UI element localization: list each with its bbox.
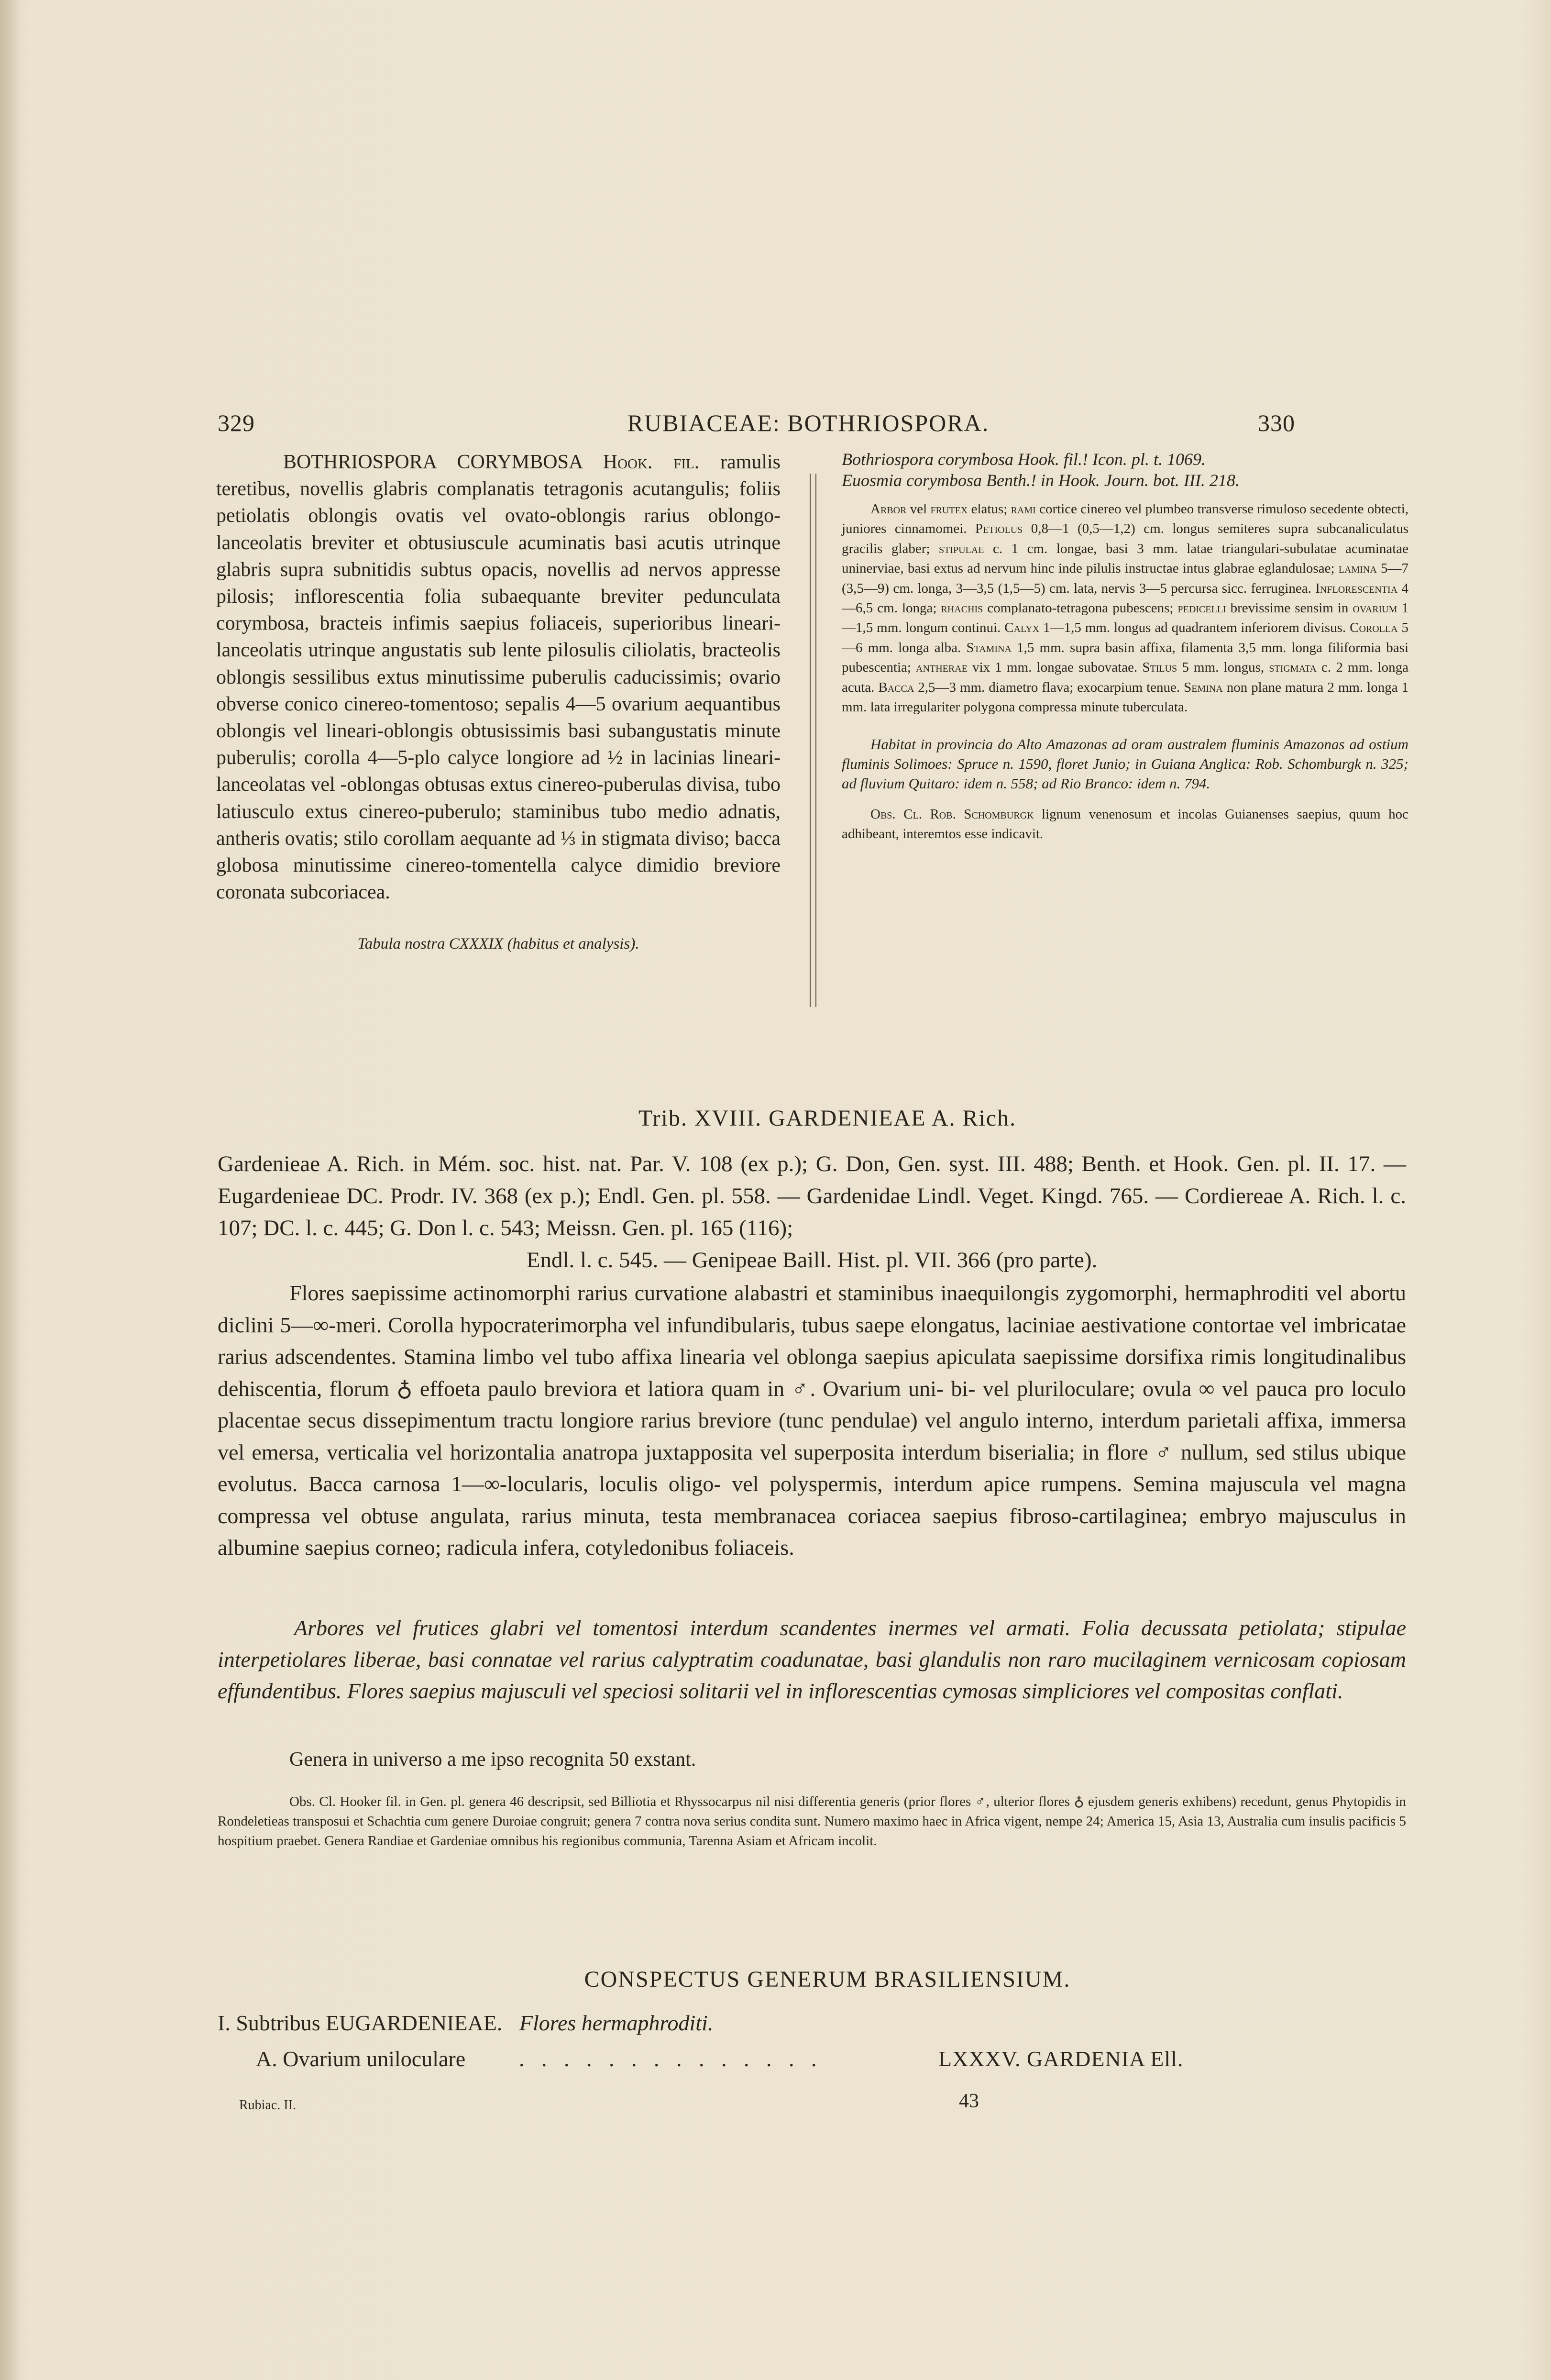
plate-reference: Tabula nostra CXXXIX (habitus et analysis). [357, 935, 639, 953]
synonym-1: Bothriospora corymbosa Hook. fil.! Icon. pl. t. 1069. [842, 450, 1206, 469]
synonymy-line-1: Gardenieae A. Rich. in Mém. soc. hist. nat. Par. V. 108 (ex p.); G. Don, Gen. syst. III. 488; Benth. et Hook. Gen. pl. II. 17. — Eugardenieae DC. Prodr. IV. 368 (ex p.); Endl. Gen. pl. 558. — Gardenidae Lindl. Veget. Kingd. 765. — Cordiereae A. Rich. l. c. 107; DC. l. c. 445; G. Don l. c. 543; Meissn. Gen. pl. 165 (116); [218, 1151, 1406, 1240]
arbores-paragraph [218, 1612, 1406, 1707]
desc-text: 1,5 mm. supra basin affixa, filamenta 3,5 mm. longa filiformia basi pubescentia; [842, 640, 1409, 675]
desc-text: c. 1 cm. longae, basi 3 mm. latae triangulari-subulatae acuminatae uninerviae, basi extus ad nervum hinc inde pilulis instructae intus glabrae eglandulosae; [842, 541, 1408, 576]
page-edge-shadow [0, 0, 19, 2380]
desc-text: 5 mm. longus, [1177, 660, 1269, 675]
desc-text: elatus; [968, 501, 1011, 517]
desc-term: Corolla [1350, 620, 1398, 636]
key-genus: LXXXV. GARDENIA Ell. [938, 2047, 1184, 2071]
desc-text: 5—6 mm. longa alba. [842, 620, 1409, 655]
desc-text: 4—6,5 cm. longa; [842, 580, 1409, 616]
tribe-synonymy [218, 1148, 1406, 1276]
desc-text: 5—7 (3,5—9) cm. longa, 3—3,5 (1,5—5) cm. lata, nervis 3—5 percursa sicc. ferruginea. [842, 561, 1409, 596]
column-divider [810, 474, 816, 1007]
signature-mark: Rubiac. II. [239, 2098, 296, 2113]
desc-term: lamina [1338, 561, 1377, 576]
right-column [842, 449, 1408, 844]
flores-text: Flores saepissime actinomorphi rarius curvatione alabastri et staminibus inaequilongis zygomorphi, hermaphroditi vel abortu diclini 5—∞-meri. Corolla hypocraterimorpha vel infundibularis, tubus saepe elongatus, laciniae aestivatione contortae vel imbricatae rarius adscendentes. Stamina limbo vel tubo affixa linearia vel oblonga saepius apiculata saepissime dorsifixa rimis longitudinalibus dehiscentia, florum ♁ effoeta paulo breviora et latiora quam in ♂. Ovarium uni- bi- vel pluriloculare; ovula ∞ vel pauca pro loculo placentae secus dissepimentum tractu longiore rarius breviore (tunc pendulae) vel angulo interno, interdum parietali affixa, immersa vel emersa, verticalia vel horizontalia anatropa juxtapposita vel superposita interdum biserialia; in flore ♂ nullum, sed stilus ubique evolutus. Bacca carnosa 1—∞-locularis, loculis oligo- vel polyspermis, interdum apice rumpens. Semina majuscula vel magna compressa vel obtuse angulata, rarius minuta, testa membranacea coriacea saepius fibroso-cartilaginea; embryo majusculus in albumine saepius corneo; radicula infera, cotyledonibus foliaceis. [218, 1281, 1406, 1560]
sheet-number: 43 [959, 2090, 979, 2112]
obs-author: Cl. Rob. Schomburgk [903, 807, 1034, 822]
subtribe-description: Flores hermaphroditi. [519, 2011, 714, 2035]
observation-paragraph [218, 1792, 1406, 1851]
desc-text: brevissime sensim in [1226, 600, 1353, 616]
desc-text: 1—1,5 mm. longus ad quadrantem inferiorem divisus. [1039, 620, 1350, 636]
species-description: ramulis teretibus, novellis glabris complanatis tetragonis acutangulis; foliis petiolatis oblongis ovatis vel ovato-oblongis rarius oblongo-lanceolatis breviter et obtusiuscule acuminatis basi acutis utrinque glabris supra subnitidis subtus opacis, novellis ad nervos appresse pilosis; inflorescentia folia subaequante breviter pedunculata corymbosa, bracteis infimis saepius foliaceis, superioribus lineari-lanceolatis utrinque angustatis sub lente pilosulis ciliolatis, bracteolis oblongis sessilibus extus minutissime puberulis caducissimis; ovario obverse conico cinereo-tomentoso; sepalis 4—5 ovarium aequantibus oblongis vel lineari-oblongis obtusissimis basi subangustatis minute puberulis; corolla 4—5-plo calyce longiore ad ½ in lacinias lineari-lanceolatas vel -oblongas obtusas extus cinereo-puberulas divisa, tubo latiusculo extus cinereo-puberulo; staminibus tubo medio adnatis, antheris ovatis; stilo corollam aequante ad ⅓ in stigmata diviso; bacca globosa minutissime cinereo-tomentella calyce dimidio breviore coronata subcoriacea. [216, 451, 781, 904]
desc-term: Stamina [966, 640, 1012, 655]
desc-text: non plane matura 2 mm. longa 1 mm. lata irregulariter polygona compressa minute tuberculata. [842, 679, 1409, 715]
desc-term: Petiolus [975, 521, 1023, 537]
desc-term: Stilus [1142, 660, 1177, 675]
desc-text: 0,8—1 (0,5—1,2) cm. longus semiteres supra subcanaliculatus gracilis glaber; [842, 521, 1408, 556]
arbores-text: Arbores vel frutices glabri vel tomentosi interdum scandentes inermes vel armati. Folia decussata petiolata; stipulae interpetiolares liberae, basi connatae vel rarius calyptratim coadunatae, basi glandulis non raro mucilaginem vernicosam copiosam effundentibus. Flores saepius majusculi vel speciosi solitarii vel in inflorescentias cymosas simpliciores vel compositas conflati. [218, 1616, 1406, 1703]
key-label: A. Ovarium uniloculare [256, 2047, 466, 2071]
genera-count: Genera in universo a me ipso recognita 50 exstant. [289, 1749, 696, 1771]
desc-text: cortice cinereo vel plumbeo transverse rimuloso secedente obtecti, juniores cinnamomei. [842, 501, 1408, 537]
synonymy-line-2: Endl. l. c. 545. — Genipeae Baill. Hist. pl. VII. 366 (pro parte). [526, 1248, 1098, 1273]
desc-text: vel [906, 501, 931, 517]
species-author: Hook. fil. [603, 451, 700, 473]
subtribe-label: I. Subtribus EUGARDENIEAE. [218, 2011, 503, 2035]
desc-term: pedicelli [1177, 600, 1226, 616]
desc-term: antherae [916, 660, 968, 675]
desc-text: vix 1 mm. longae subovatae. [967, 660, 1143, 675]
desc-text: complanato-tetragona pubescens; [983, 600, 1178, 616]
desc-term: stipulae [938, 541, 984, 556]
observation-right [842, 805, 1408, 844]
obs-label: Obs. [870, 807, 896, 822]
conspectus-heading: CONSPECTUS GENERUM BRASILIENSIUM. [584, 1967, 1071, 1992]
desc-term: Arbor [870, 501, 907, 517]
desc-term: rhachis [941, 600, 983, 616]
left-column [216, 449, 781, 953]
desc-text: 1—1,5 mm. longum continui. [842, 600, 1408, 636]
page-number-left: 329 [218, 410, 255, 436]
desc-term: Bacca [878, 679, 914, 695]
subtribe-line [218, 2010, 713, 2036]
desc-term: Calyx [1004, 620, 1040, 636]
desc-term: stigmata [1269, 660, 1317, 675]
species-diagnosis [216, 449, 781, 906]
desc-text: c. 2 mm. longa acuta. [842, 660, 1408, 695]
desc-text: 2,5—3 mm. diametro flava; exocarpium tenue. [914, 679, 1184, 695]
obs-text: lignum venenosum et incolas Guianenses saepius, quum hoc adhibeant, interemtos esse indicavit. [842, 807, 1408, 842]
desc-term: Inflorescentia [1315, 580, 1398, 596]
tribe-heading: Trib. XVIII. GARDENIEAE A. Rich. [638, 1106, 1017, 1131]
species-name: BOTHRIOSPORA CORYMBOSA [283, 451, 582, 473]
desc-term: frutex [930, 501, 968, 517]
running-title: RUBIACEAE: BOTHRIOSPORA. [627, 410, 990, 436]
desc-term: ovarium [1353, 600, 1397, 616]
species-detailed-description [842, 499, 1408, 717]
flores-paragraph [218, 1277, 1406, 1564]
key-leader-dots: . . . . . . . . . . . . . . [519, 2047, 823, 2071]
synonym-2: Euosmia corymbosa Benth.! in Hook. Journ. bot. III. 218. [842, 471, 1240, 490]
observation-text: Obs. Cl. Hooker fil. in Gen. pl. genera 46 descripsit, sed Billiotia et Rhyssocarpus nil nisi differentia generis (prior flores ♂, ulterior flores ♁ ejusdem generis exhibens) recedunt, genus Phytopidis in Rondeletieas transposui et Schachtia cum genere Duroiae congruit; genera 7 contra nova serius condita sunt. Numero maximo haec in Africa vigent, nempe 24; America 15, Asia 13, Australia cum insulis pacificis 5 hospitium praebet. Genera Randiae et Gardeniae omnibus his regionibus communia, Tarenna Asiam et Africam incolit. [218, 1794, 1406, 1849]
desc-term: rami [1011, 501, 1036, 517]
desc-term: Semina [1184, 679, 1223, 695]
habitat-paragraph: Habitat in provincia do Alto Amazonas ad oram australem fluminis Amazonas ad ostium fluminis Solimoes: Spruce n. 1590, floret Junio; in Guiana Anglica: Rob. Schomburgk n. 325; ad fluvium Quitaro: idem n. 558; ad Rio Branco: idem n. 794. [842, 736, 1408, 792]
page-number-right: 330 [1258, 410, 1295, 436]
